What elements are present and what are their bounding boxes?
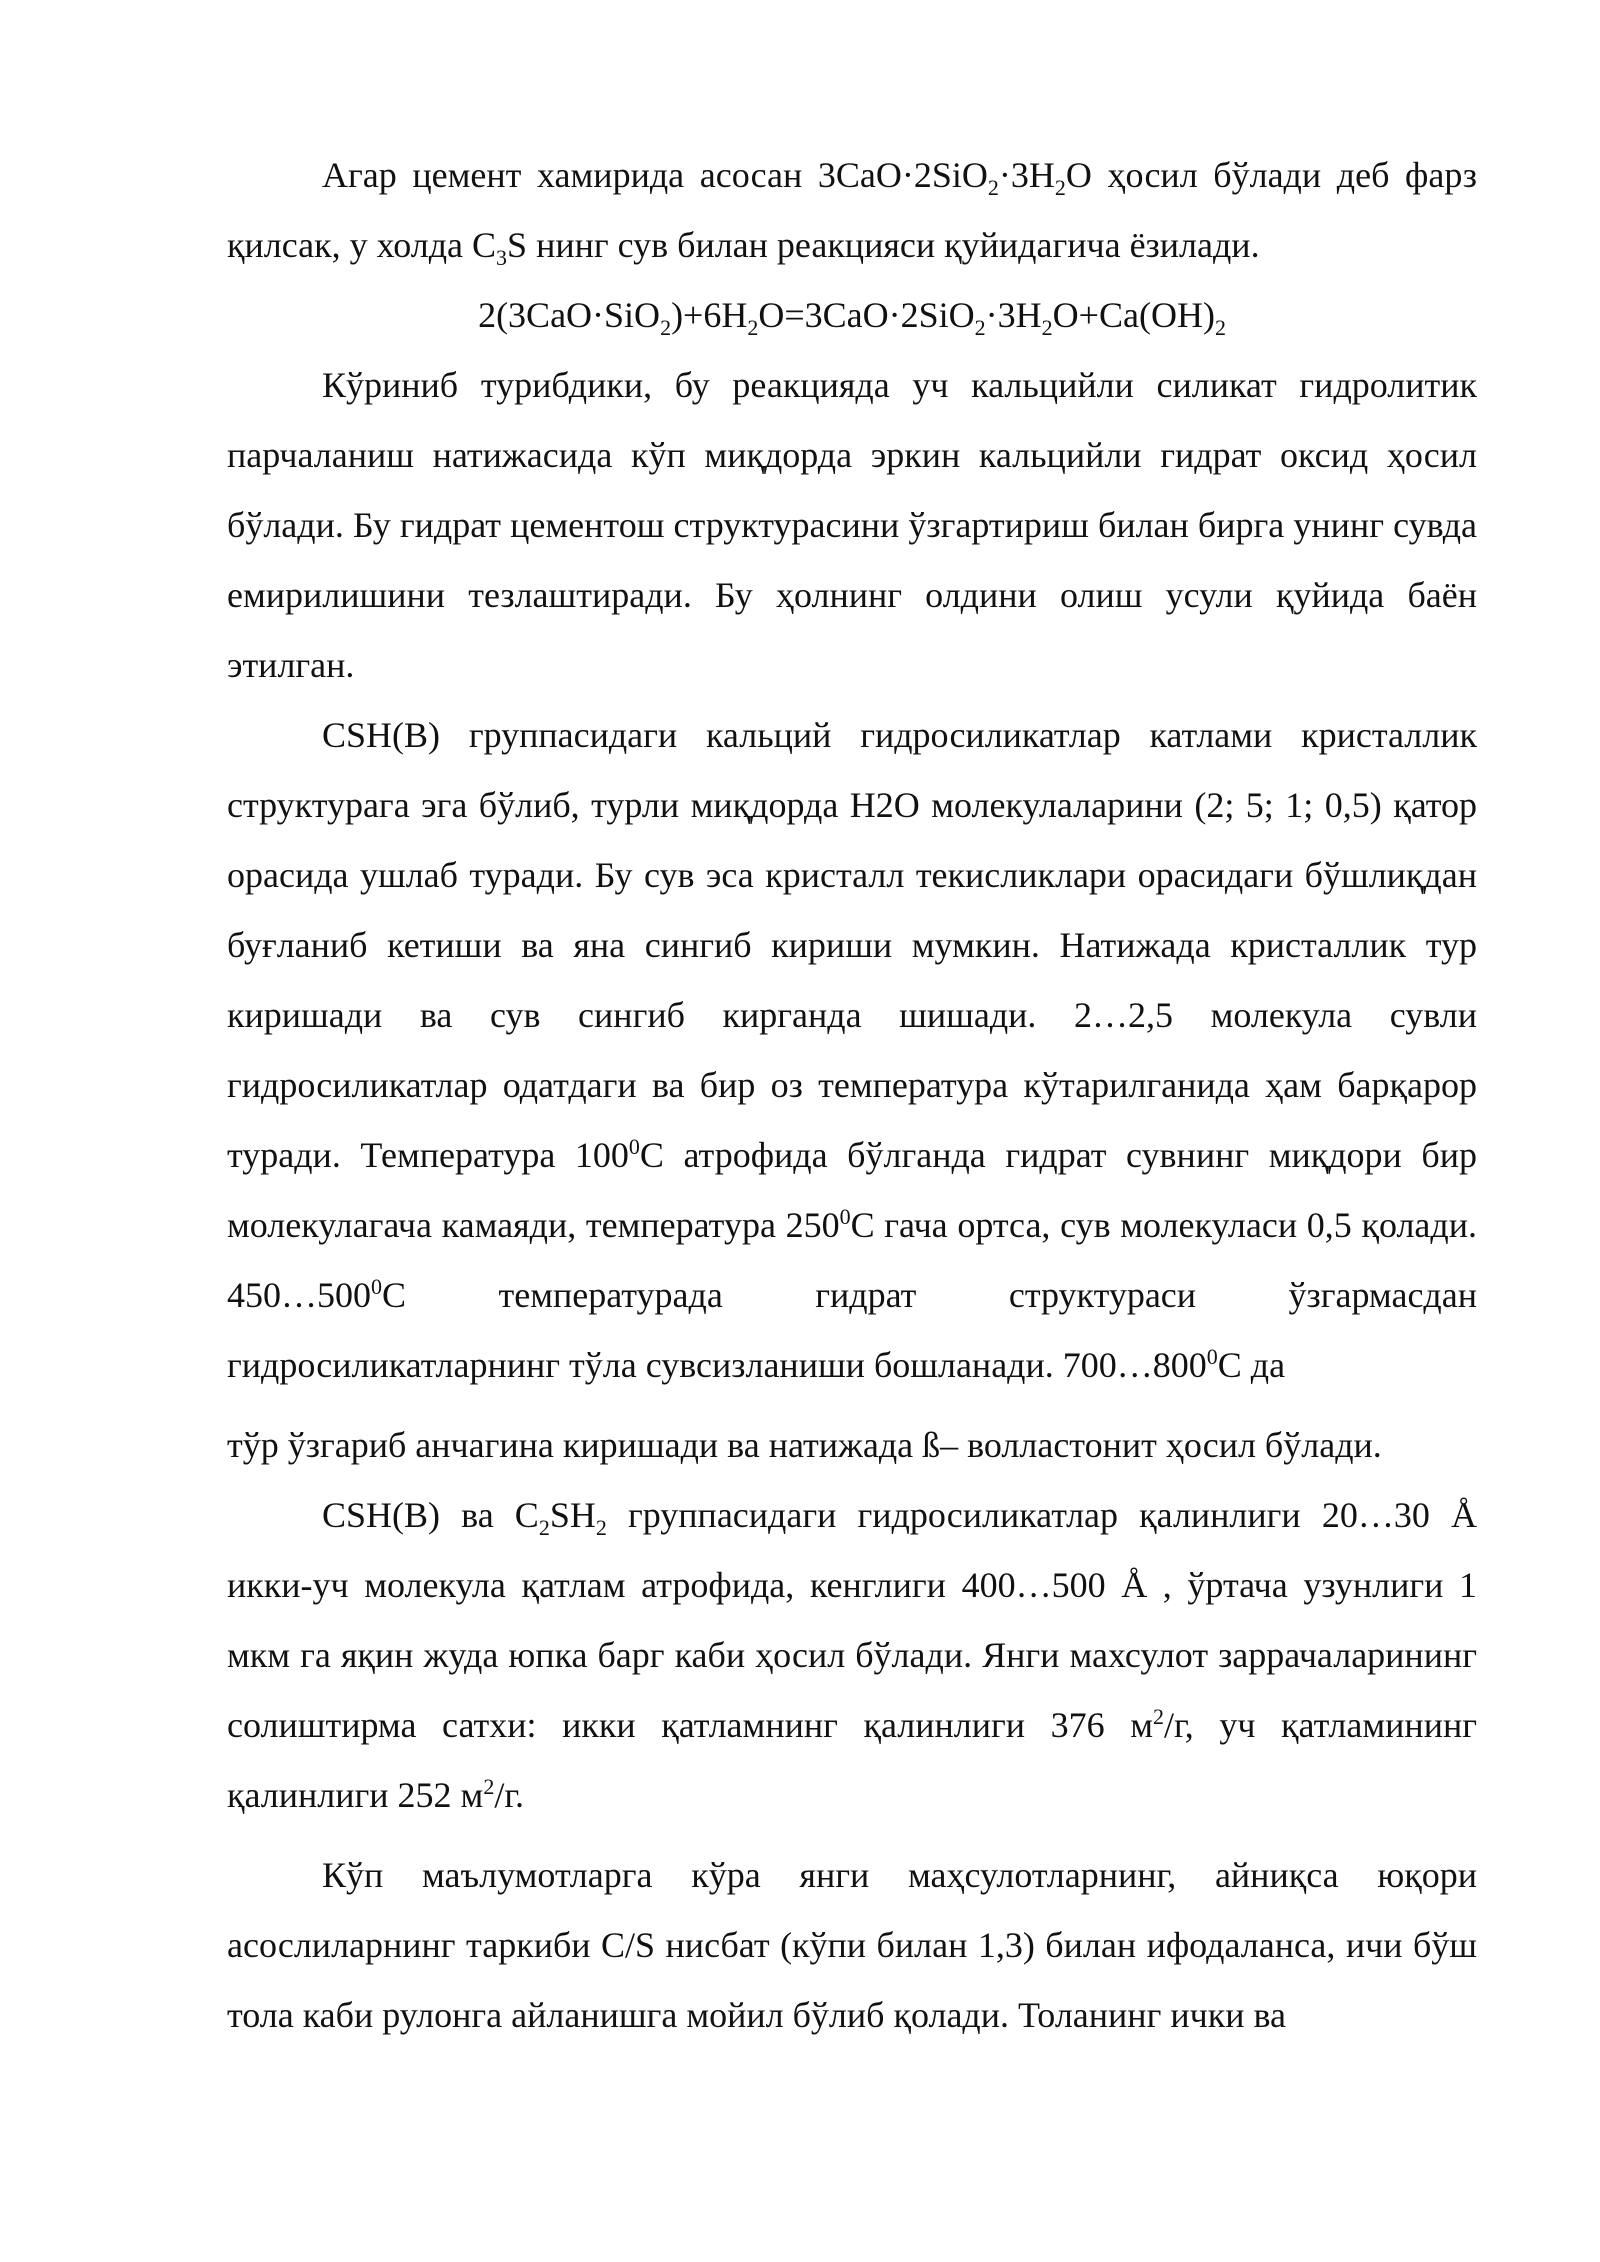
chemical-equation [227, 280, 1477, 350]
text-segment: ·3H [998, 155, 1055, 195]
paragraph-products: Кўп маълумотларга кўра янги маҳсулотларнинг, айниқса юқори асослиларнинг таркиби C/S нисбат (кўпи билан 1,3) билан ифодаланса, ичи бўш тола каби рулонга айланишга мойил бўлиб қолади. Толанинг ички ва [227, 1855, 1477, 2035]
subscript: 2 [1054, 175, 1066, 201]
equation-segment: O+Ca(OH) [1052, 295, 1215, 335]
paragraph-intro [227, 140, 1477, 280]
text-segment: /г. [494, 1775, 525, 1815]
superscript: 0 [1206, 1344, 1218, 1369]
subscript: 2 [538, 1515, 550, 1541]
subscript: 2 [595, 1515, 607, 1541]
subscript: 2 [1214, 315, 1226, 341]
equation-segment: O=3CaO·2SiO [758, 295, 975, 335]
subscript: 2 [987, 175, 999, 201]
superscript: 2 [1153, 1704, 1165, 1729]
subscript: 2 [747, 315, 759, 341]
text-segment: группасидаги гидросиликатлар қалинлиги 20…30 Å икки-уч молекула қатлам атрофида, кенглиги 400…500 Å , ўртача узунлиги 1 мкм га яқин жуда юпка барг каби ҳосил бўлади. Янги махсулот заррачаларининг солиштирма сатхи: икки қатламнинг қалинлиги 376 м [227, 1495, 1477, 1745]
text-segment: CSH(B) ва C [322, 1495, 539, 1535]
paragraph-thickness [227, 1480, 1477, 1830]
superscript: 0 [371, 1274, 382, 1299]
text-segment: Агар цемент хамирида асосан 3CaO·2SiO [322, 155, 988, 195]
superscript: 0 [628, 1134, 640, 1159]
text-segment: C да [1217, 1345, 1286, 1385]
paragraph-wollastonite: тўр ўзгариб анчагина киришади ва натижада ß– волластонит ҳосил бўлади. [227, 1425, 1382, 1465]
subscript: 2 [1041, 315, 1053, 341]
text-segment: S нинг сув билан реакцияси қуйидагича ёзилади. [507, 225, 1260, 265]
text-segment: SH [549, 1495, 596, 1535]
subscript: 3 [496, 245, 508, 271]
paragraph-hydrolysis: Кўриниб турибдики, бу реакцияда уч кальцийли силикат гидролитик парчаланиш натижасида кўп миқдорда эркин кальцийли гидрат оксид ҳосил бўлади. Бу гидрат цементош структурасини ўзгартириш билан бирга унинг сувда емирилишини тезлаштиради. Бу ҳолнинг олдини олиш усули қуйида баён этилган. [227, 365, 1477, 685]
text-segment: CSH(B) группасидаги кальций гидросиликатлар катлами кристаллик структурага эга бўлиб, турли миқдорда H2O молекулаларини (2; 5; 1; 0,5) қатор орасида ушлаб туради. Бу сув эса кристалл текисликлари орасидаги бўшлиқдан буғланиб кетиши ва яна сингиб кириши мумкин. Натижада кристаллик тур киришади ва сув сингиб кирганда шишади. 2…2,5 молекула сувли гидросиликатлар одатдаги ва бир оз температура кўтарилганида ҳам барқарор туради. Температура 100 [227, 715, 1477, 1175]
text-segment: /г, уч қатламининг қалинлиги 252 м [227, 1705, 1477, 1815]
document-page [227, 140, 1477, 2050]
text-segment: C атрофида бўлганда гидрат сувнинг миқдори бир молекулагача камаяди, температура 250 [227, 1135, 1477, 1245]
equation-segment: 2(3CaO·SiO [478, 295, 661, 335]
text-segment: C гача ортса, сув молекуласи 0,5 қолади. 450…500 [227, 1205, 1477, 1315]
text-segment: O ҳосил бўлади деб фарз қилсак, у холда C [227, 155, 1477, 265]
subscript: 2 [660, 315, 672, 341]
equation-segment: ·3H [985, 295, 1042, 335]
subscript: 2 [974, 315, 986, 341]
superscript: 0 [839, 1204, 851, 1229]
text-segment: C температурада гидрат структураси ўзгармасдан гидросиликатларнинг тўла сувсизланиши бошланади. 700…800 [227, 1275, 1477, 1385]
equation-segment: )+6H [671, 295, 748, 335]
superscript: 2 [483, 1774, 495, 1799]
paragraph-csh-structure [227, 700, 1477, 1400]
